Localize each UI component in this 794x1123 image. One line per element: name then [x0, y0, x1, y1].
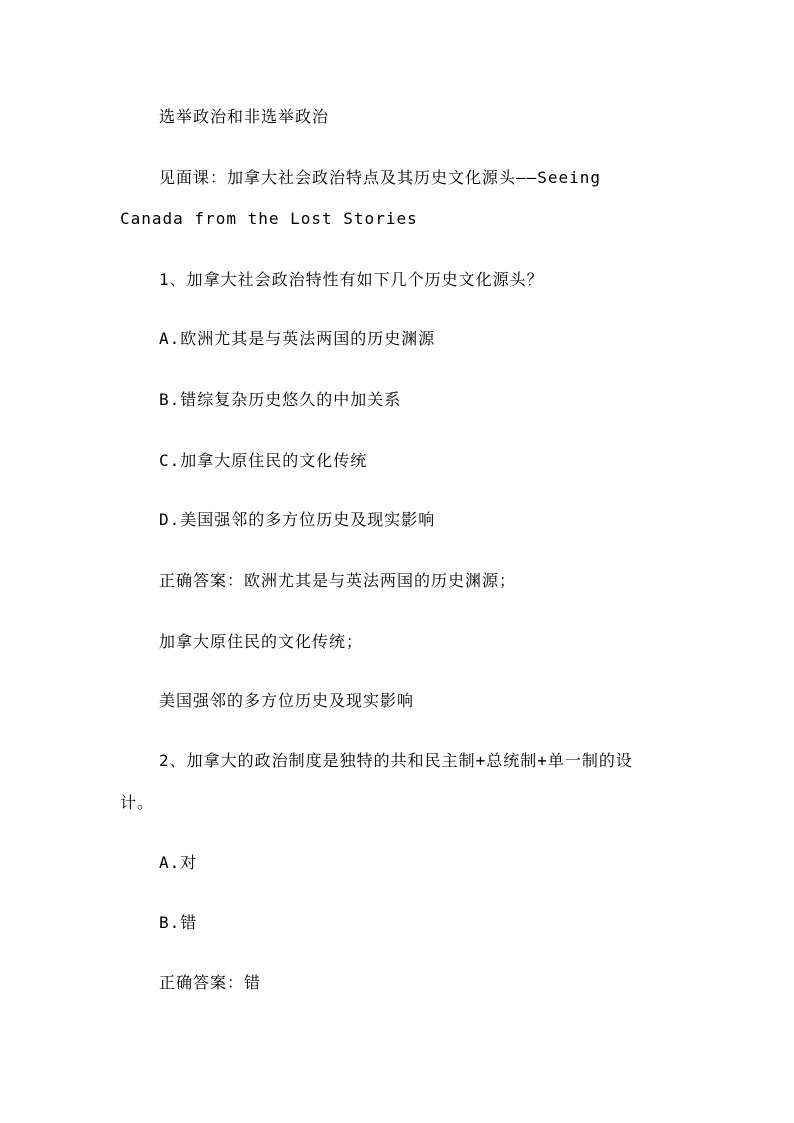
section-heading: 选举政治和非选举政治 [159, 107, 330, 126]
question-2-line-2: 计。 [120, 793, 155, 812]
q1-option-d: D.美国强邻的多方位历史及现实影响 [159, 510, 436, 529]
course-title-line-2: Canada from the Lost Stories [120, 209, 418, 228]
q1-answer-line-1: 正确答案：欧洲尤其是与英法两国的历史渊源； [159, 571, 517, 590]
q1-option-c: C.加拿大原住民的文化传统 [159, 451, 368, 470]
q1-answer-line-2: 加拿大原住民的文化传统； [159, 632, 364, 651]
question-2-line-1: 2、加拿大的政治制度是独特的共和民主制+总统制+单一制的设 [159, 751, 633, 770]
course-title-line-1: 见面课：加拿大社会政治特点及其历史文化源头——Seeing [159, 168, 602, 187]
q1-answer-line-3: 美国强邻的多方位历史及现实影响 [159, 691, 415, 710]
q2-option-b: B.错 [159, 913, 198, 932]
q2-answer: 正确答案：错 [159, 973, 262, 992]
question-1: 1、加拿大社会政治特性有如下几个历史文化源头？ [159, 270, 544, 289]
q2-option-a: A.对 [159, 853, 198, 872]
q1-option-b: B.错综复杂历史悠久的中加关系 [159, 390, 402, 409]
q1-option-a: A.欧洲尤其是与英法两国的历史渊源 [159, 329, 436, 348]
